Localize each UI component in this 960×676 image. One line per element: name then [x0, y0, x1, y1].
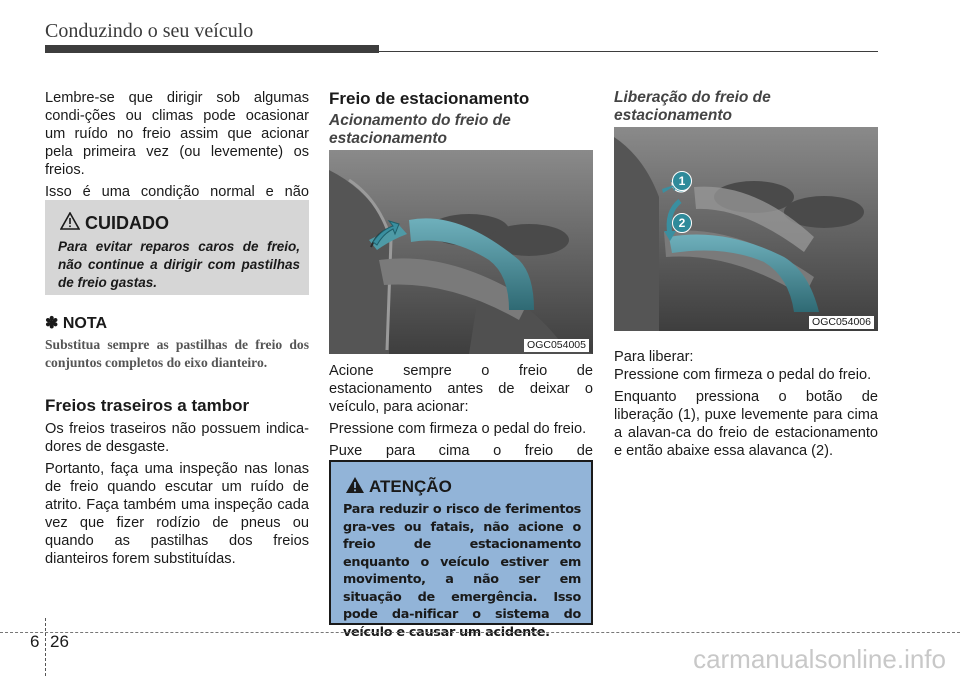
- header-bar: [45, 45, 379, 53]
- section-number: 6: [30, 632, 40, 651]
- release-brake-subheading: Liberação do freio de estacionamento: [614, 89, 771, 124]
- page-number-divider: [45, 618, 46, 676]
- attention-text: Para reduzir o risco de ferimentos gra-ves ou fatais, não acione o freio de estacionamento enquanto o veículo estiver em movimento, a não ser em situação de emergência. Isso pode da-nificar o sistema do veículo e causar um acidente.: [343, 502, 581, 640]
- callout-1-badge: [672, 171, 692, 191]
- paragraph: Pressione com firmeza o pedal do freio.: [614, 367, 872, 383]
- paragraph: Para liberar:: [614, 349, 694, 365]
- image-code: OGC054005: [524, 339, 589, 352]
- paragraph: Isso é uma condição normal e não: [45, 184, 309, 200]
- paragraph: Pressione com firmeza o pedal do freio.: [329, 421, 587, 437]
- drum-brakes-heading: Freios traseiros a tambor: [45, 396, 250, 415]
- nota-title: ✽ NOTA: [45, 315, 107, 332]
- parking-brake-lever-illustration: [329, 150, 593, 354]
- parking-brake-release-illustration: [614, 127, 878, 331]
- parking-brake-apply-photo: [329, 150, 593, 354]
- watermark: carmanualsonline.info: [693, 644, 946, 674]
- paragraph: Puxe para cima o freio de: [329, 443, 593, 459]
- attention-title: ATENÇÃO: [369, 477, 452, 496]
- page-number: 26: [50, 632, 69, 651]
- warning-icon: [345, 476, 365, 494]
- release-brake-text: [614, 348, 878, 464]
- footer-rule: [0, 632, 960, 633]
- paragraph: Enquanto pressiona o botão de liberação (1), puxe levemente para cima a alavan-ca do freio de estacionamento e então abaixe essa alavanca (2).: [614, 389, 878, 459]
- paragraph: Os freios traseiros não possuem indica-dores de desgaste.: [45, 421, 309, 455]
- parking-brake-release-photo: [614, 127, 878, 331]
- callout-2-badge: [672, 213, 692, 233]
- attention-box: [329, 460, 593, 640]
- caution-title: CUIDADO: [85, 213, 169, 233]
- apply-brake-subheading: Acionamento do freio de estacionamento: [329, 112, 511, 147]
- callout-2-label: 2: [678, 216, 686, 230]
- paragraph: Acione sempre o freio de estacionamento antes de deixar o veículo, para acionar:: [329, 363, 593, 415]
- caution-text: Para evitar reparos caros de freio, não continue a dirigir com pastilhas de freio gastas.: [58, 239, 300, 290]
- warning-icon: [60, 212, 80, 230]
- parking-brake-heading: Freio de estacionamento: [329, 89, 530, 108]
- image-code: OGC054006: [809, 316, 874, 329]
- paragraph: Portanto, faça uma inspeção nas lonas de freio quando escutar um ruído de atrito. Faça também uma inspeção cada vez que fizer rodízio de pneus ou quando as pastilhas dos freios dianteiros forem substituídas.: [45, 461, 309, 567]
- header-title: Conduzindo o seu veículo: [45, 20, 254, 42]
- caution-box: [45, 200, 309, 295]
- drum-brakes-text: [45, 420, 309, 572]
- callout-1-label: 1: [678, 174, 686, 188]
- paragraph: Lembre-se que dirigir sob algumas condi-ções ou climas pode ocasionar um ruído no freio assim que acionar pela primeira vez (ou levemente) os freios.: [45, 90, 309, 178]
- nota-text: Substitua sempre as pastilhas de freio dos conjuntos completos do eixo dianteiro.: [45, 337, 309, 370]
- header-rule: [379, 51, 878, 52]
